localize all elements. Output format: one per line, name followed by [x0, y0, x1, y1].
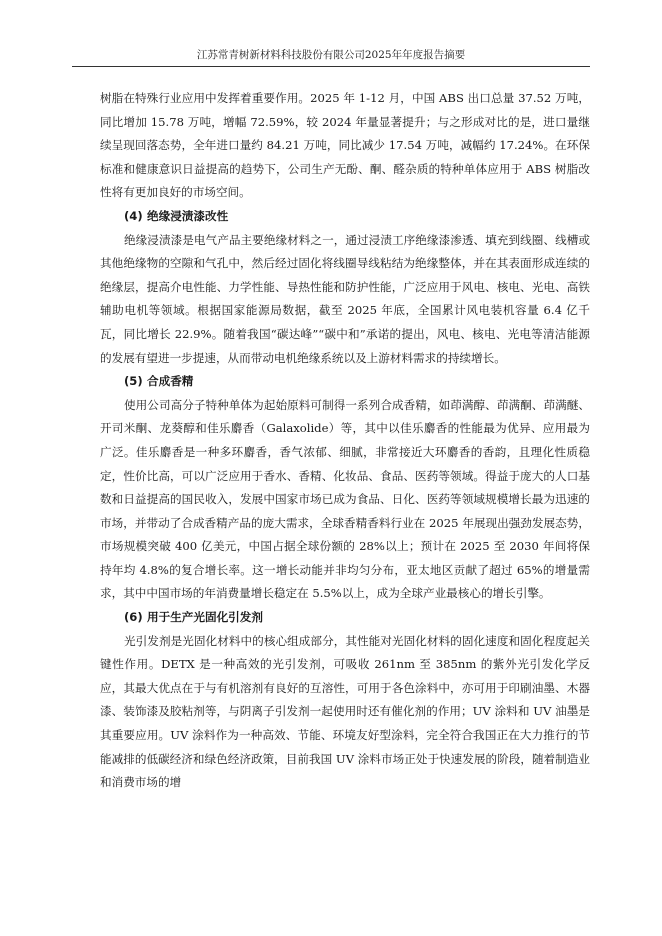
page-header: 江苏常青树新材料科技股份有限公司2025年年度报告摘要	[196, 49, 466, 61]
section-paragraph-synthetic-fragrance: 使用公司高分子特种单体为起始原料可制得一系列合成香精，如茚满醇、茚满酮、茚满醚、开司米酮、龙葵醇和佳乐麝香（Galaxolide）等，其中以佳乐麝香的性能最为优异、应用最为广泛。佳乐麝香是一种多环麝香，香气浓郁、细腻，非常接近大环麝香的香韵，且理化性质稳定，性价比高，可以广泛应用于香水、香精、化妆品、食品、医药等领域。得益于庞大的人口基数和日益提高的国民收入，发展中国家市场已成为食品、日化、医药等领域规模增长最为迅速的市场，并带动了合成香精产品的庞大需求，全球香精香料行业在 2025 年展现出强劲发展态势，市场规模突破 400 亿美元，中国占据全球份额的 28%以上；预计在 2025 至 2030 年间将保持年均 4.8%的复合增长率。这一增长动能并非均匀分布，亚太地区贡献了超过 65%的增量需求，其中中国市场的年消费量增长稳定在 5.5%以上，成为全球产业最核心的增长引擎。	[100, 397, 590, 601]
section-number: (5)	[124, 374, 143, 389]
section-title: 绝缘浸渍漆改性	[147, 208, 229, 223]
header-divider	[72, 66, 590, 67]
section-title: 合成香精	[147, 374, 194, 389]
intro-paragraph: 树脂在特殊行业应用中发挥着重要作用。2025 年 1-12 月，中国 ABS 出口总量 37.52 万吨，同比增加 15.78 万吨，增幅 72.59%，较 2024 年量显著提升；与之形成对比的是，进口量继续呈现回落态势，全年进口量约 84.21 万吨，同比减少 17.54 万吨，减幅约 17.24%。在环保标准和健康意识日益提高的趋势下，公司生产无酚、酮、醛杂质的特种单体应用于 ABS 树脂改性将有更加良好的市场空间。	[100, 91, 590, 200]
section-title: 用于生产光固化引发剂	[147, 610, 263, 625]
section-heading-photoinitiator	[100, 606, 590, 630]
section-paragraph-insulating-varnish: 绝缘浸渍漆是电气产品主要绝缘材料之一，通过浸渍工序绝缘漆渗透、填充到线圈、线槽或其他绝缘物的空隙和气孔中，然后经过固化将线圈导线粘结为绝缘整体，并在其表面形成连续的绝缘层，提高介电性能、力学性能、导热性能和防护性能，广泛应用于风电、核电、光电、高铁辅助电机等领域。根据国家能源局数据，截至 2025 年底，全国累计风电装机容量 6.4 亿千瓦，同比增长 22.9%。随着我国“碳达峰”“碳中和”承诺的提出，风电、核电、光电等清洁能源的发展有望进一步提速，从而带动电机绝缘系统以及上游材料需求的持续增长。	[100, 232, 590, 365]
section-number: (6)	[124, 610, 143, 625]
section-heading-synthetic-fragrance	[100, 370, 590, 394]
section-paragraph-photoinitiator: 光引发剂是光固化材料中的核心组成部分，其性能对光固化材料的固化速度和固化程度起关键性作用。DETX 是一种高效的光引发剂，可吸收 261nm 至 385nm 的紫外光引发化学反应，其最大优点在于与有机溶剂有良好的互溶性，可用于各色涂料中，亦可用于印刷油墨、木器漆、装饰漆及胶粘剂等，与阴离子引发剂一起使用时还有催化剂的作用；UV 涂料和 UV 油墨是其重要应用。UV 涂料作为一种高效、节能、环境友好型涂料，完全符合我国正在大力推行的节能减排的低碳经济和绿色经济政策，目前我国 UV 涂料市场正处于快速发展的阶段，随着制造业和消费市场的增	[100, 633, 590, 790]
section-number: (4)	[124, 208, 143, 223]
report-body	[100, 87, 590, 795]
section-heading-insulating-varnish	[100, 205, 590, 229]
